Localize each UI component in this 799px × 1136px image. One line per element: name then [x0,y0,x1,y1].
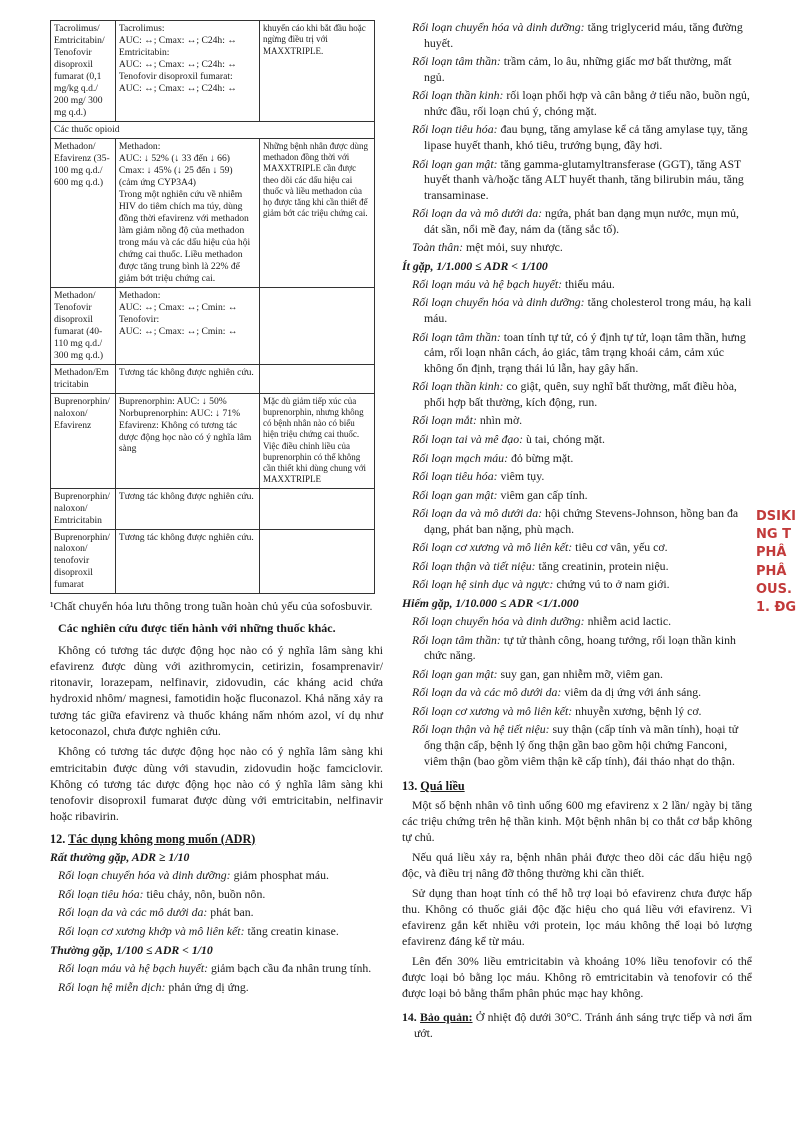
interaction-table [50,20,375,594]
effect-line: Tương tác không được nghiên cứu. [118,366,254,378]
stamp-line: OUS. [756,581,792,597]
adr-item [402,633,752,664]
section-12-title: Tác dụng không mong muốn (ADR) [68,831,256,846]
effect-line: Methadon: [118,140,161,152]
adr-category: Rối loạn tâm thần: [412,632,501,647]
adr-text: ù tai, chóng mặt. [523,431,605,446]
table-footnote: ¹Chất chuyển hóa lưu thông trong tuần hoàn chủ yếu của sofosbuvir. [50,599,373,614]
common-list-left [50,961,383,996]
advice-cell [260,488,375,529]
adr-text: trầm cảm, lo âu, những giấc mơ bất thường, mất ngủ. [424,54,732,84]
adr-category: Rối loạn thần kinh: [412,88,504,103]
effect-line: (cảm ứng CYP3A4) [118,176,196,188]
common-list-right [402,20,752,256]
adr-text: tăng triglycerid máu, tăng đường huyết. [424,20,743,50]
adr-category: Rối loạn tiêu hóa: [412,469,498,484]
adr-item [402,240,752,256]
adr-text: đau bụng, tăng amylase kể cả tăng amylase tụy, tăng lipase huyết thanh, khó tiêu, trướng bụng, đầy hơi. [424,122,748,152]
adr-item [50,980,383,996]
adr-item [402,379,752,410]
table-row [51,529,375,594]
adr-item [402,704,752,720]
adr-category: Rối loạn chuyển hóa và dinh dưỡng: [58,867,231,882]
effect-line: Tacrolimus: [118,23,165,34]
section-13-heading [402,779,752,794]
adr-text: co giật, quên, suy nghĩ bất thường, mất điều hòa, phối hợp bất thường, kích động, run. [424,379,737,409]
adr-item [402,540,752,556]
adr-item [402,277,752,293]
table-row [51,488,375,529]
stamp-line: PHÂ [756,545,787,561]
adr-category: Rối loạn thận và hệ tiết niệu: [412,722,550,737]
overdose-paragraphs [402,797,752,1001]
effect-line: AUC: ↔; Cmax: ↔; Cmin: ↔ [118,325,238,337]
adr-text: rối loạn phối hợp và cân bằng ở tiểu não, buồn ngủ, nhức đầu, rối loạn chú ý, chóng mặt. [424,88,750,118]
adr-text: nhiễm acid lactic. [584,614,672,628]
left-column [50,20,383,999]
adr-text: suy thận (cấp tính và mãn tính), hoại tử ống thận cấp, bệnh lý ống thận gần bao gồm hội chứng Fanconi, viêm thận (bao gồm viêm thận kẽ cấp tính), đái tháo nhạt do thận. [424,722,739,768]
adr-text: viêm da dị ứng với ánh sáng. [561,685,702,700]
other-studies-heading: Các nghiên cứu được tiến hành với những thuốc khác. [58,620,336,635]
effect-line: Trong một nghiên cứu về nhiễm HIV do tiêm chích ma túy, dùng đồng thời efavirenz với methadon làm giảm nồng độ của methadon trong máu và các dấu hiệu của hội chứng cai thuốc. Liều methadon được tăng trung bình là 22% để giảm bớt triệu chứng cai. [118,188,251,284]
effect-line: AUC: ↔; Cmax: ↔; C24h: ↔ [118,58,237,70]
adr-text: tăng cholesterol trong máu, hạ kali máu. [424,295,752,325]
adr-item [50,887,383,903]
adr-text: tăng gamma-glutamyltransferase (GGT), tăng AST huyết thanh và/hoặc tăng ALT huyết thanh, tăng bilirubin máu, tăng transaminase. [424,156,744,202]
adr-category: Rối loạn da và các mô dưới da: [412,685,562,700]
uncommon-list [402,277,752,593]
adr-text: nhìn mờ. [476,413,523,428]
effect-line: Efavirenz: Không có tương tác dược động học nào có ý nghĩa lâm sàng [118,419,252,455]
adr-text: giảm bạch cầu đa nhân trung tính. [208,961,372,976]
adr-item [402,451,752,467]
overdose-paragraph: Lên đến 30% liều emtricitabin và khoảng 10% liều tenofovir có thể được loại bỏ bằng lọc máu. Không rõ emtricitabin và tenofovir có thể được loại bỏ bằng thẩm phân phúc mạc hay không. [402,954,752,1001]
adr-category: Rối loạn máu và hệ bạch huyết: [58,961,209,976]
adr-category: Rối loạn tiêu hóa: [58,886,144,901]
effect-cell [115,287,259,364]
rare-heading: Hiếm gặp, 1/10.000 ≤ ADR <1/1.000 [402,596,579,610]
adr-category: Rối loạn hệ miễn dịch: [58,980,166,995]
advice-cell: Mặc dù giảm tiếp xúc của buprenorphin, nhưng không có bệnh nhân nào có biểu hiện triệu chứng cai thuốc. Việc điều chỉnh liều của buprenorphin có thể không cần thiết khi dùng chung với MAXXTRIPLE [260,393,375,488]
advice-cell: Những bệnh nhân được dùng methadon đồng thời với MAXXTRIPLE cần được theo dõi các dấu hiệu cai thuốc và liều methadon của họ được tăng khi cần thiết để giảm bớt các triệu chứng cai. [260,138,375,287]
adr-category: Rối loạn cơ xương khớp và mô liên kết: [58,924,245,939]
adr-item [402,413,752,429]
adr-item [402,559,752,575]
drug-cell: Buprenorphin/ naloxon/ Efavirenz [51,393,116,488]
adr-item [402,206,752,237]
adr-category: Rối loạn tiêu hóa: [412,122,498,137]
advice-cell [260,364,375,393]
effect-line: Tenofovir disoproxil fumarat: [118,70,233,82]
adr-text: tăng creatinin, protein niệu. [535,558,669,573]
adr-text: ngứa, phát ban dạng mụn nước, mụn mủ, dát sần, nổi mề đay, nám da (tăng sắc tố). [424,206,739,236]
adr-category: Rối loạn chuyển hóa và dinh dưỡng: [412,614,585,628]
adr-category: Toàn thân: [412,240,464,255]
adr-category: Rối loạn da và mô dưới da: [412,206,543,221]
overdose-paragraph: Nếu quá liều xảy ra, bệnh nhân phải được theo dõi các dấu hiệu ngộ độc, và điều trị nâng đỡ thông thường khi cần thiết. [402,850,752,881]
adr-text: tiêu cơ vân, yếu cơ. [572,540,668,555]
adr-category: Rối loạn gan mật: [412,666,498,681]
effect-line: Cmax: ↓ 45% (↓ 25 đến ↓ 59) [118,164,233,176]
adr-category: Rối loạn tâm thần: [412,54,501,69]
effect-line: AUC: ↔; Cmax: ↔; C24h: ↔ [118,82,237,94]
overdose-paragraph: Sử dụng than hoạt tính có thể hỗ trợ loại bỏ efavirenz chưa được hấp thu. Không có thuốc giải độc đặc hiệu cho quá liều với efavirenz. Vì efavirenz gắn kết nhiều với protein, lọc máu không thể loại bỏ lượng efavirenz đáng kể từ máu. [402,886,752,949]
effect-line: Norbuprenorphin: AUC: ↓ 71% [118,407,241,419]
adr-item [402,122,752,153]
adr-category: Rối loạn da và các mô dưới da: [58,905,208,920]
table-row [51,121,375,138]
adr-category: Rối loạn máu và hệ bạch huyết: [412,276,563,291]
adr-item [402,295,752,326]
very-common-heading: Rất thường gặp, ADR ≥ 1/10 [50,849,190,864]
table-row [51,364,375,393]
adr-text: tự tử thành công, hoang tưởng, rối loạn thần kinh chức năng. [424,632,736,663]
effect-line: AUC: ↔; Cmax: ↔; Cmin: ↔ [118,301,238,313]
adr-item [402,506,752,537]
common-heading: Thường gặp, 1/100 ≤ ADR < 1/10 [50,943,213,958]
drug-cell: Methadon/Em tricitabin [51,364,116,393]
section-12-heading [50,832,383,847]
adr-item [402,330,752,377]
adr-text: viêm gan cấp tính. [497,487,588,502]
adr-category: Rối loạn tai và mê đạo: [412,431,524,446]
effect-cell [115,138,259,287]
adr-text: thiếu máu. [562,276,615,291]
adr-item [402,469,752,485]
effect-line: AUC: ↓ 52% (↓ 33 đến ↓ 66) [118,152,230,164]
red-stamp [756,508,799,638]
adr-category: Rối loạn mắt: [412,413,477,428]
adr-item [402,667,752,683]
adr-item [50,905,383,921]
adr-item [402,685,752,701]
advice-cell [260,529,375,594]
adr-text: tăng creatin kinase. [244,924,339,939]
very-common-list [50,868,383,941]
advice-cell [260,287,375,364]
adr-text: đỏ bừng mặt. [508,450,574,465]
adr-category: Rối loạn chuyển hóa và dinh dưỡng: [412,20,585,34]
adr-category: Rối loạn cơ xương và mô liên kết: [412,540,573,555]
adr-category: Rối loạn tâm thần: [412,329,501,344]
effect-line: AUC: ↔; Cmax: ↔; C24h: ↔ [118,34,237,46]
adr-item [402,88,752,119]
adr-item [50,868,383,884]
other-studies-para-2: Không có tương tác dược động học nào có ý nghĩa lâm sàng khi emtricitabin được dùng với stavudin, zidovudin hoặc famciclovir. Không có tương tác dược động học nào có ý nghĩa lâm sàng khi tenofovir disoproxil fumarat được dùng với emtricitabin, nelfinavir hoặc ribavirin. [50,744,383,824]
adr-item [402,722,752,769]
drug-cell: Buprenorphin/ naloxon/ tenofovir disoproxil fumarat [51,529,116,594]
adr-category: Rối loạn gan mật: [412,156,498,171]
stamp-line: 1. ĐG [756,599,797,615]
adr-text: mệt mỏi, suy nhược. [463,240,563,255]
adr-text: chứng vú to ở nam giới. [553,577,670,592]
adr-item [402,54,752,85]
adr-text: toan tính tự tử, có ý định tự tử, loạn tâm thần, hưng cảm, rối loạn nhân cách, ảo giác, tâm trạng khoái cảm, cảm xúc không ổn định, trạng thái lú lẫn, hay gây hấn. [424,329,746,375]
adr-item [50,961,383,977]
adr-category: Rối loạn chuyển hóa và dinh dưỡng: [412,295,585,310]
table-row [51,138,375,287]
storage-text: Ở nhiệt độ dưới 30°C. Tránh ánh sáng trực tiếp và nơi ẩm ướt. [414,1010,752,1041]
adr-item [402,432,752,448]
advice-cell: khuyến cáo khi bắt đầu hoặc ngừng điều trị với MAXXTRIPLE. [260,21,375,122]
adr-category: Rối loạn hệ sinh dục và ngực: [412,577,554,592]
table-section-label: Các thuốc opioid [51,121,375,138]
adr-item [402,614,752,630]
right-column [402,20,752,1046]
effect-line: Emtricitabin: [118,46,170,58]
section-14-title: Bảo quản: [420,1010,473,1025]
drug-cell: Methadon/ Efavirenz (35-100 mg q.d./ 600 mg q.d.) [51,138,116,287]
section-13-title: Quá liều [420,779,465,794]
table-row [51,287,375,364]
adr-category: Rối loạn thần kinh: [412,379,504,394]
table-row [51,21,375,122]
effect-line: Buprenorphin: AUC: ↓ 50% [118,395,227,407]
stamp-line: PHÂ [756,563,787,579]
section-13-number: 13. [402,779,418,794]
adr-category: Rối loạn da và mô dưới da: [412,506,543,521]
adr-text: phát ban. [207,905,254,920]
stamp-line: DSIKI [756,509,796,524]
drug-cell: Tacrolimus/ Emtricitabin/ Tenofovir disoproxil fumarat (0,1 mg/kg q.d./ 200 mg/ 300 mg q.d.) [51,21,116,122]
effect-line: Methadon: [118,289,161,301]
section-14 [402,1009,752,1041]
effect-line: Tương tác không được nghiên cứu. [118,490,254,502]
adr-item [402,157,752,204]
adr-text: suy gan, gan nhiễm mỡ, viêm gan. [497,666,663,681]
adr-item [50,924,383,940]
stamp-line: NG T [756,527,791,543]
effect-line: Tương tác không được nghiên cứu. [118,531,254,543]
adr-category: Rối loạn gan mật: [412,487,498,502]
adr-text: giảm phosphat máu. [230,867,329,882]
effect-cell [115,393,259,488]
drug-cell: Buprenorphin/ naloxon/ Emtricitabin [51,488,116,529]
uncommon-heading: Ít gặp, 1/1.000 ≤ ADR < 1/100 [402,258,548,273]
table-row [51,393,375,488]
adr-text: tiêu chảy, nôn, buồn nôn. [143,886,266,901]
adr-item [402,20,752,51]
other-studies-para-1: Không có tương tác dược động học nào có ý nghĩa lâm sàng khi efavirenz được dùng với azithromycin, cetirizin, fosamprenavir/ ritonavir, lorazepam, nelfinavir, zidovudin, các kháng acid chứa hydroxid nhôm/ magnesi, famotidin hoặc fluconazol. Khả năng xảy ra tương tác giữa efavirenz và thuốc kháng nấm nhóm azol, ví dụ như ketoconazol, chưa được nghiên cứu. [50,642,383,739]
adr-text: viêm tụy. [497,469,545,484]
effect-cell [115,488,259,529]
adr-category: Rối loạn cơ xương và mô liên kết: [412,703,573,718]
section-14-number: 14. [402,1010,417,1025]
section-12-number: 12. [50,831,66,846]
effect-cell [115,364,259,393]
adr-category: Rối loạn thận và tiết niệu: [412,558,536,573]
adr-item [402,488,752,504]
adr-text: phản ứng dị ứng. [165,980,249,995]
effect-line: Tenofovir: [118,313,160,325]
adr-item [402,577,752,593]
effect-cell [115,21,259,122]
overdose-paragraph: Một số bệnh nhân vô tình uống 600 mg efavirenz x 2 lần/ ngày bị tăng các triệu chứng trên hệ thần kinh. Một bệnh nhân bị co thắt cơ bắp không tự chủ. [402,798,752,845]
effect-cell [115,529,259,594]
adr-text: nhuyễn xương, bệnh lý cơ. [572,703,702,718]
drug-cell: Methadon/ Tenofovir disoproxil fumarat (40-110 mg q.d./ 300 mg q.d.) [51,287,116,364]
adr-text: hội chứng Stevens-Johnson, hồng ban đa dạng, phát ban nặng, phù mạch. [424,506,739,536]
rare-list [402,614,752,769]
adr-category: Rối loạn mạch máu: [412,450,508,465]
